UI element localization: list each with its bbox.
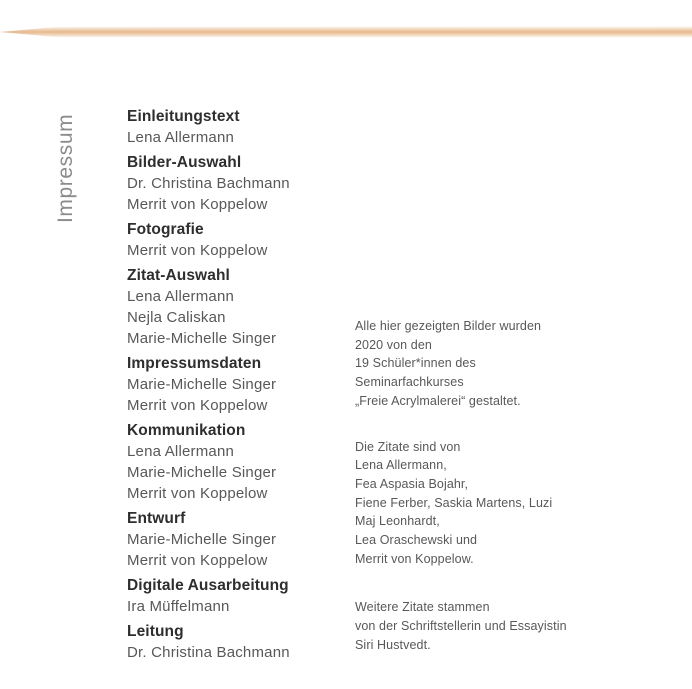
credit-name: Merrit von Koppelow bbox=[127, 552, 268, 569]
credit-name: Dr. Christina Bachmann bbox=[127, 175, 290, 192]
note-line: 2020 von den bbox=[355, 337, 432, 352]
credit-role-heading: Digitale Ausarbeitung bbox=[127, 577, 289, 594]
note-line: Siri Hustvedt. bbox=[355, 637, 431, 652]
note-line: Fea Aspasia Bojahr, bbox=[355, 476, 469, 491]
credit-name: Merrit von Koppelow bbox=[127, 397, 268, 414]
credit-section bbox=[127, 219, 342, 261]
credit-section bbox=[127, 152, 342, 215]
credit-role-heading: Entwurf bbox=[127, 510, 186, 527]
note-line: Lea Oraschewski und bbox=[355, 533, 478, 548]
impressum-label: Impressum bbox=[54, 113, 77, 223]
credit-section bbox=[127, 575, 342, 617]
credit-role-heading: Zitat-Auswahl bbox=[127, 267, 230, 284]
credit-name: Nejla Caliskan bbox=[127, 309, 226, 326]
note-line: Weitere Zitate stammen bbox=[355, 600, 490, 615]
note-line: „Freie Acrylmalerei“ gestaltet. bbox=[355, 393, 521, 408]
note-line: 19 Schüler*innen des bbox=[355, 356, 476, 371]
credit-name: Merrit von Koppelow bbox=[127, 485, 268, 502]
credit-section bbox=[127, 621, 342, 663]
note-line: Fiene Ferber, Saskia Martens, Luzi bbox=[355, 495, 553, 510]
credits-column bbox=[127, 106, 342, 663]
credit-name: Lena Allermann bbox=[127, 443, 235, 460]
credit-role-heading: Impressumsdaten bbox=[127, 355, 262, 372]
credit-role-heading: Einleitungstext bbox=[127, 108, 240, 125]
credit-name: Merrit von Koppelow bbox=[127, 242, 268, 259]
note-line: Seminarfachkurses bbox=[355, 375, 464, 390]
credit-role-heading: Kommunikation bbox=[127, 422, 246, 439]
note-line: Merrit von Koppelow. bbox=[355, 551, 474, 566]
note-line: Die Zitate sind von bbox=[355, 439, 461, 454]
credit-section bbox=[127, 106, 342, 148]
note-paragraph bbox=[355, 598, 625, 654]
credit-name: Marie-Michelle Singer bbox=[127, 330, 277, 347]
credit-name: Marie-Michelle Singer bbox=[127, 376, 277, 393]
note-paragraph bbox=[355, 438, 625, 569]
note-line: Maj Leonhardt, bbox=[355, 514, 440, 529]
credit-role-heading: Leitung bbox=[127, 623, 184, 640]
credit-section bbox=[127, 353, 342, 416]
note-line: Lena Allermann, bbox=[355, 458, 447, 473]
credit-section bbox=[127, 420, 342, 504]
note-line: von der Schriftstellerin und Essayistin bbox=[355, 619, 567, 634]
credit-name: Ira Müffelmann bbox=[127, 598, 230, 615]
credit-role-heading: Bilder-Auswahl bbox=[127, 154, 242, 171]
credit-name: Lena Allermann bbox=[127, 288, 235, 305]
credit-name: Marie-Michelle Singer bbox=[127, 531, 277, 548]
notes-column bbox=[355, 317, 625, 655]
accent-rule bbox=[0, 26, 692, 38]
note-line: Alle hier gezeigten Bilder wurden bbox=[355, 319, 542, 333]
credit-name: Lena Allermann bbox=[127, 129, 235, 146]
credit-name: Dr. Christina Bachmann bbox=[127, 644, 290, 661]
credit-name: Marie-Michelle Singer bbox=[127, 464, 277, 481]
credit-section bbox=[127, 265, 342, 349]
credit-role-heading: Fotografie bbox=[127, 221, 204, 238]
note-paragraph bbox=[355, 317, 625, 411]
credit-section bbox=[127, 508, 342, 571]
credit-name: Merrit von Koppelow bbox=[127, 196, 268, 213]
